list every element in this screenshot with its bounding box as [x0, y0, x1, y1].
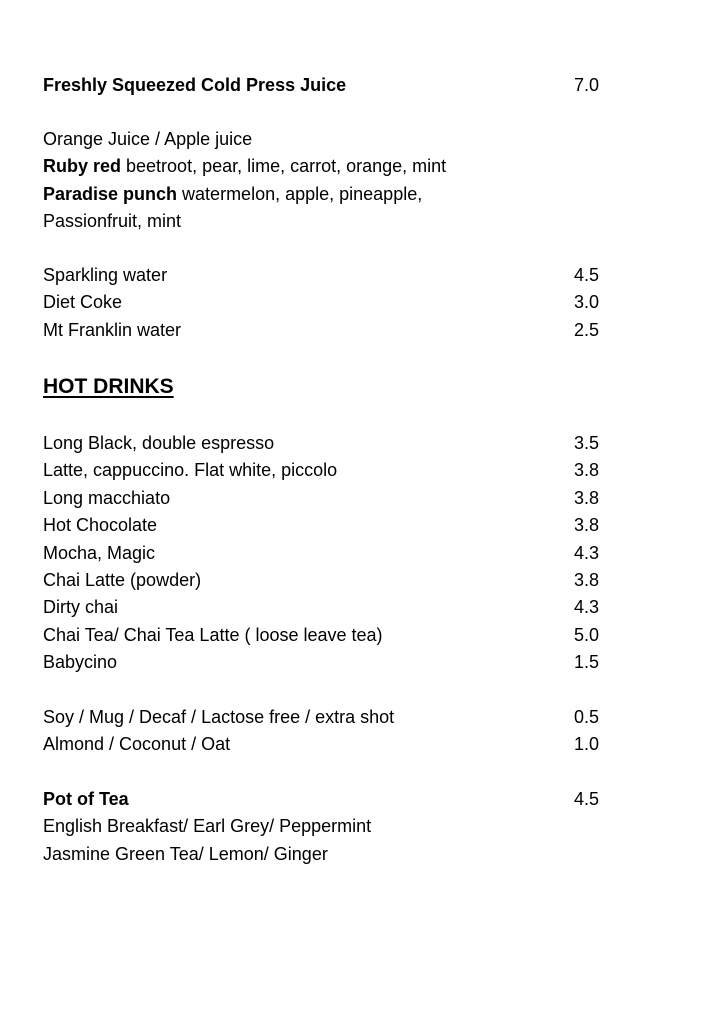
menu-item-price: 3.8 [573, 515, 599, 535]
extra-item-price: 0.5 [573, 707, 599, 727]
menu-item-row [43, 649, 599, 676]
menu-item-row [43, 457, 599, 484]
menu-item-row [43, 485, 599, 512]
juice-line-text: Passionfruit, mint [43, 211, 182, 231]
menu-item-name: Mt Franklin water [43, 320, 182, 340]
juice-name-ruby-red: Ruby red [43, 156, 122, 176]
menu-item-row [43, 512, 599, 539]
menu-item-name: Hot Chocolate [43, 515, 158, 535]
menu-item-row [43, 540, 599, 567]
extra-item-row [43, 731, 599, 758]
menu-item-price: 1.5 [573, 652, 599, 672]
menu-item-price: 4.3 [573, 597, 599, 617]
juice-name-paradise-punch: Paradise punch [43, 184, 178, 204]
menu-item-price: 4.3 [573, 543, 599, 563]
tea-title-row [43, 786, 599, 813]
menu-item-price: 4.5 [573, 265, 599, 285]
tea-options-line [43, 841, 599, 868]
menu-item-price: 3.5 [573, 433, 599, 453]
menu-item-row [43, 622, 599, 649]
juice-price: 7.0 [573, 75, 599, 95]
tea-title: Pot of Tea [43, 789, 129, 809]
menu-item-price: 3.8 [573, 570, 599, 590]
extra-item-row [43, 704, 599, 731]
juice-title: Freshly Squeezed Cold Press Juice [43, 75, 347, 95]
extra-item-price: 1.0 [573, 734, 599, 754]
menu-item-price: 5.0 [573, 625, 599, 645]
menu-item-name: Mocha, Magic [43, 543, 156, 563]
menu-item-price: 3.0 [573, 292, 599, 312]
tea-price: 4.5 [573, 789, 599, 809]
menu-item-row [43, 594, 599, 621]
menu-item-name: Diet Coke [43, 292, 123, 312]
menu-item-price: 3.8 [573, 460, 599, 480]
menu-item-name: Latte, cappuccino. Flat white, piccolo [43, 460, 338, 480]
juice-ingredients-ruby-red: beetroot, pear, lime, carrot, orange, mint [121, 156, 447, 176]
juice-line-ruby-red [43, 153, 599, 180]
juice-line [43, 126, 599, 153]
menu-item-name: Babycino [43, 652, 118, 672]
menu-item-name: Long Black, double espresso [43, 433, 275, 453]
menu-item-price: 2.5 [573, 320, 599, 340]
menu-item-row [43, 317, 599, 344]
menu-item-name: Chai Tea/ Chai Tea Latte ( loose leave tea) [43, 625, 383, 645]
menu-item-name: Long macchiato [43, 488, 171, 508]
tea-options-text: English Breakfast/ Earl Grey/ Peppermint [43, 816, 372, 836]
menu-item-name: Sparkling water [43, 265, 168, 285]
menu-item-row [43, 430, 599, 457]
tea-options-text: Jasmine Green Tea/ Lemon/ Ginger [43, 844, 328, 864]
juice-line-paradise-punch [43, 181, 599, 208]
menu-item-row [43, 289, 599, 316]
juice-line-text: Orange Juice / Apple juice [43, 129, 253, 149]
menu-item-row [43, 262, 599, 289]
extra-item-name: Soy / Mug / Decaf / Lactose free / extra shot [43, 707, 395, 727]
menu-item-name: Dirty chai [43, 597, 119, 617]
menu-item-name: Chai Latte (powder) [43, 570, 202, 590]
hot-drinks-heading: HOT DRINKS [43, 375, 174, 398]
juice-line-continued [43, 208, 599, 235]
menu-item-row [43, 567, 599, 594]
extra-item-name: Almond / Coconut / Oat [43, 734, 231, 754]
juice-title-row [43, 72, 599, 99]
tea-options-line [43, 813, 599, 840]
menu-item-price: 3.8 [573, 488, 599, 508]
juice-ingredients-paradise-punch: watermelon, apple, pineapple, [177, 184, 423, 204]
